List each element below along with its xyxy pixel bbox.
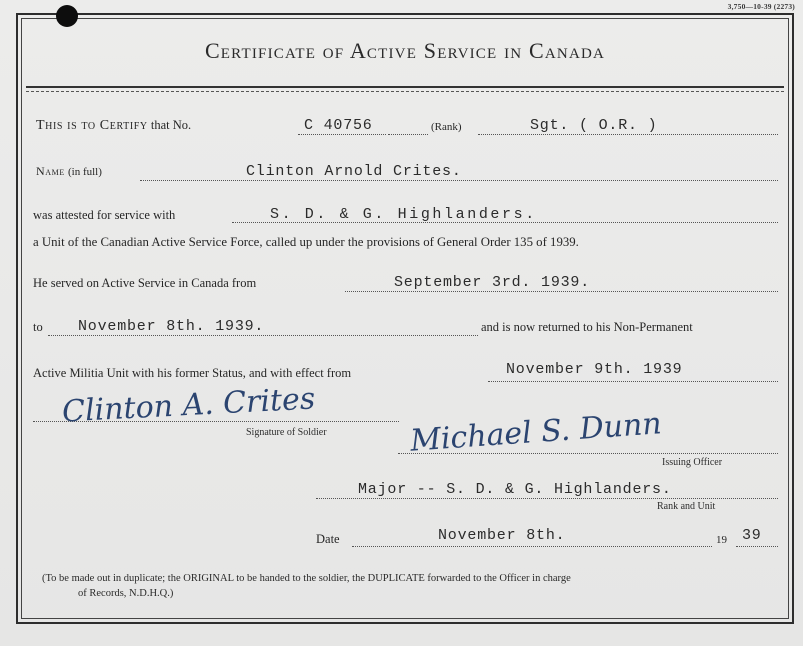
form-number: 3,750—10-39 (2273): [727, 2, 795, 11]
effect-date-value: November 9th. 1939: [506, 361, 683, 378]
officer-signature: Michael S. Dunn: [409, 406, 663, 459]
year-prefix: 19: [716, 534, 727, 546]
footer-line-1: (To be made out in duplicate; the ORIGINAL to be handed to the soldier, the DUPLICATE forwarded to the Officer in charge: [42, 573, 571, 584]
unit-value: S. D. & G. Highlanders.: [270, 206, 537, 223]
service-number-dots: [298, 134, 386, 135]
date-dots: [352, 546, 712, 547]
soldier-signature: Clinton A. Crites: [61, 381, 317, 430]
name-label-rest: (in full): [67, 166, 102, 178]
certificate-title: Certificate of Active Service in Canada: [204, 38, 606, 63]
rank-value: Sgt. ( O.R. ): [530, 117, 658, 134]
militia-text: Active Militia Unit with his former Status, and with effect from: [33, 366, 352, 380]
rank-unit-caption: Rank and Unit: [657, 501, 716, 512]
rank-unit-dots: [316, 498, 778, 499]
served-to-value: November 8th. 1939.: [78, 318, 265, 335]
soldier-signature-caption: Signature of Soldier: [246, 427, 327, 438]
service-number-value: C 40756: [304, 117, 373, 134]
punch-hole: [56, 5, 78, 27]
rank-label: (Rank): [431, 121, 462, 133]
name-label-caps: Name: [36, 164, 65, 178]
title-divider: [26, 86, 784, 92]
unit-statement: a Unit of the Canadian Active Service Force, called up under the provisions of General Order 135 of 1939.: [33, 235, 579, 249]
returned-text: and is now returned to his Non-Permanent: [481, 320, 693, 334]
name-dots: [140, 180, 778, 181]
year-suffix: 39: [742, 527, 762, 544]
officer-rank-unit-value: Major -- S. D. & G. Highlanders.: [358, 481, 672, 498]
issuing-officer-caption: Issuing Officer: [662, 457, 723, 468]
certify-line: [36, 118, 191, 134]
effect-date-dots: [488, 381, 778, 382]
certify-prefix: This is to Certify: [36, 118, 148, 133]
served-to-dots: [48, 335, 478, 336]
name-label: [36, 164, 102, 179]
served-from-dots: [345, 291, 778, 292]
date-label: Date: [316, 532, 340, 546]
served-from-value: September 3rd. 1939.: [394, 274, 591, 291]
to-label: to: [33, 320, 43, 334]
footer-note: [42, 571, 782, 601]
attested-label: was attested for service with: [33, 208, 176, 222]
date-value: November 8th.: [438, 527, 566, 544]
name-value: Clinton Arnold Crites.: [246, 163, 462, 180]
pre-rank-dots: [388, 134, 428, 135]
served-from-label: He served on Active Service in Canada from: [33, 276, 257, 290]
year-dots: [736, 546, 778, 547]
that-no-label: that No.: [150, 118, 192, 132]
rank-dots: [478, 134, 778, 135]
footer-line-2: of Records, N.D.H.Q.): [78, 588, 174, 599]
